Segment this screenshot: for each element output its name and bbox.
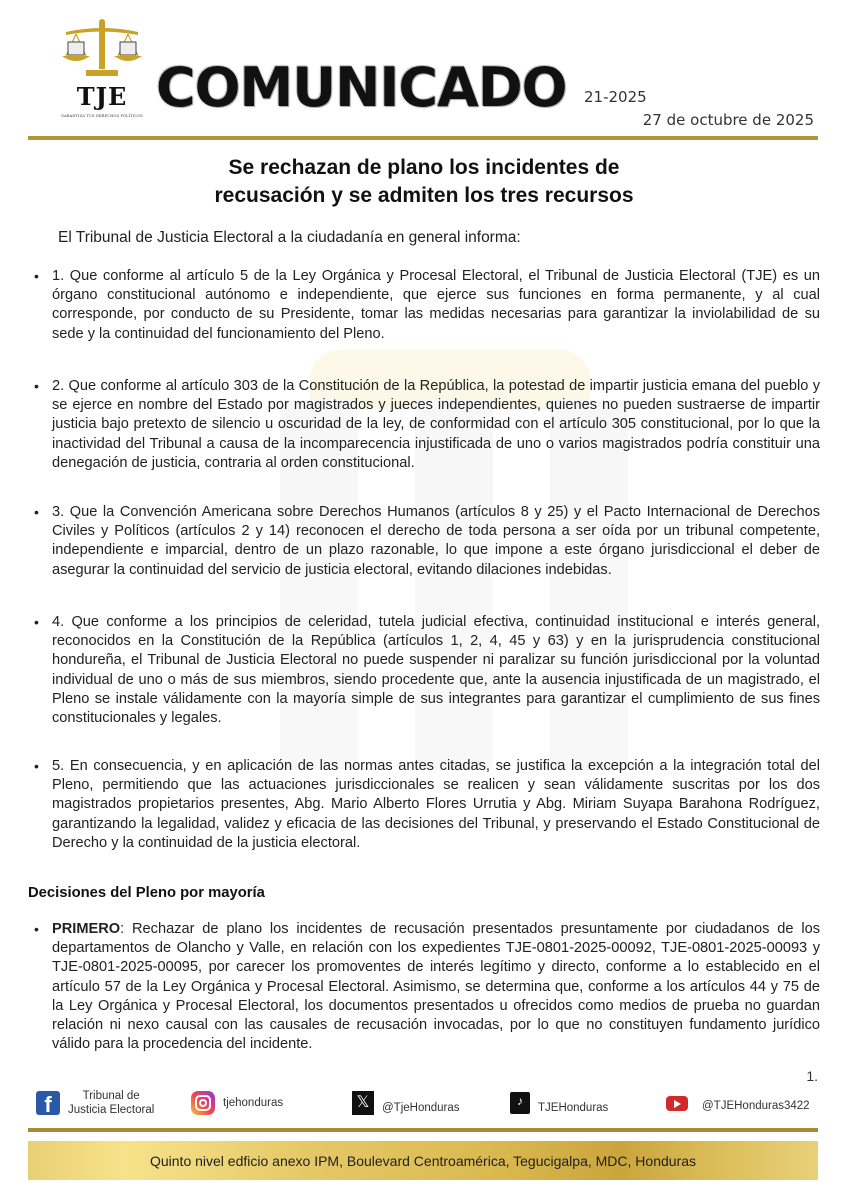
- instagram-label: tjehonduras: [223, 1097, 284, 1109]
- document-title: COMUNICADO: [156, 56, 567, 119]
- youtube-label: @TJEHonduras3422: [702, 1100, 810, 1112]
- consideration-text: 1. Que conforme al artículo 5 de la Ley Orgánica y Procesal Electoral, el Tribunal de Justicia Electoral (TJE) es un órgano constitucional autónomo e independiente, que ejerce sus funciones en forma permanente, y al cual corresponde, por conducto de su Presidente, tomar las medidas necesarias para garantizar la inviolabilidad de su sede y la continuidad del funcionamiento del Pleno.: [52, 268, 820, 342]
- header-divider: [28, 136, 818, 140]
- headline: [0, 154, 848, 210]
- bullet-icon: •: [34, 614, 39, 630]
- consideration-item-1: [30, 267, 820, 344]
- page-number: 1.: [806, 1068, 818, 1084]
- decisions-heading: Decisiones del Pleno por mayoría: [28, 885, 265, 901]
- facebook-label-line-2: Justicia Electoral: [68, 1104, 155, 1116]
- x-label: @TjeHonduras: [382, 1102, 460, 1114]
- decision-label: PRIMERO: [52, 921, 121, 937]
- youtube-link[interactable]: [666, 1088, 810, 1118]
- consideration-text: 3. Que la Convención Americana sobre Derechos Humanos (artículos 8 y 25) y el Pacto Internacional de Derechos Civiles y Políticos (artículos 2 y 14) reconocen el derecho de toda persona a ser oída por un tribunal competente, independiente e imparcial, dentro de un plazo razonable, lo que impone a este órgano jurisdiccional el deber de asegurar la continuidad del servicio de justicia electoral, evitando dilaciones indebidas.: [52, 504, 820, 578]
- consideration-text: 2. Que conforme al artículo 303 de la Constitución de la República, la potestad de impartir justicia emana del pueblo y se ejerce en nombre del Estado por magistrados y jueces independientes, quienes no pueden sustraerse de impartir justicia bajo pretexto de silencio u oscuridad de la ley, de conformidad con el artículo 305 constitucional, por lo que la inactividad del Tribunal a causa de la incomparecencia injustificada de uno o varios magistrados podría constituir una denegación de justicia, contraria al orden constitucional.: [52, 378, 820, 471]
- bullet-icon: •: [34, 758, 39, 774]
- logo-tagline: GARANTIZA TUS DERECHOS POLÍTICOS: [61, 114, 143, 118]
- address-banner: [28, 1141, 818, 1180]
- communique-number: 21-2025: [584, 88, 647, 106]
- bullet-icon: •: [34, 921, 39, 937]
- tje-logo: [56, 18, 148, 122]
- instagram-icon: [191, 1091, 215, 1115]
- facebook-label-line-1: Tribunal de: [82, 1090, 140, 1102]
- consideration-item-4: [30, 613, 820, 728]
- consideration-item-3: [30, 503, 820, 580]
- bullet-icon: •: [34, 504, 39, 520]
- scales-of-justice-icon: [56, 18, 148, 82]
- consideration-text: 4. Que conforme a los principios de celeridad, tutela judicial efectiva, continuidad institucional e interés general, reconocidos en la Constitución de la República (artículos 1, 2, 4, 45 y 63) y en la jurisprudencia constitucional hondureña, el Tribunal de Justicia Electoral no puede suspender ni paralizar su función jurisdiccional por la voluntad individual de uno o más de sus miembros, siendo procedente que, ante la ausencia injustificada de un magistrado, el Pleno se instale válidamente con la mayoría simple de sus integrantes para garantizar el cumplimiento de sus fines constitucionales y legales.: [52, 614, 820, 727]
- facebook-icon: f: [36, 1091, 60, 1115]
- consideration-item-5: [30, 757, 820, 853]
- tiktok-icon: ♪: [510, 1092, 530, 1114]
- footer-divider: [28, 1128, 818, 1132]
- address-text: Quinto nivel edficio anexo IPM, Boulevard Centroamérica, Tegucigalpa, MDC, Honduras: [149, 1152, 697, 1169]
- decision-item-1: [30, 920, 820, 1054]
- x-link[interactable]: [352, 1088, 460, 1118]
- bullet-icon: •: [34, 378, 39, 394]
- intro-text: El Tribunal de Justicia Electoral a la ciudadanía en general informa:: [58, 229, 521, 246]
- youtube-icon: [666, 1096, 688, 1111]
- tiktok-label: TJEHonduras: [538, 1102, 609, 1114]
- communique-date: 27 de octubre de 2025: [642, 111, 814, 129]
- consideration-item-2: [30, 377, 820, 473]
- headline-line-1: Se rechazan de plano los incidentes de: [228, 156, 620, 179]
- bullet-icon: •: [34, 268, 39, 284]
- tiktok-link[interactable]: [510, 1088, 608, 1118]
- instagram-link[interactable]: [191, 1088, 283, 1118]
- facebook-link[interactable]: [36, 1088, 154, 1118]
- x-icon: 𝕏: [352, 1091, 374, 1115]
- headline-line-2: recusación y se admiten los tres recursos: [214, 184, 634, 207]
- decision-text: : Rechazar de plano los incidentes de recusación presentados presuntamente por ciudadanos de los departamentos de Olancho y Valle, en relación con los expedientes TJE-0801-2025-00092, TJE-0801-2025-00093 y TJE-0801-2025-00095, por carecer los promoventes de interés legítimo y directo, conforme a lo establecido en el artículo 57 de la Ley Orgánica y Procesal Electoral. Asimismo, se determina que, conforme a los artículos 44 y 75 de la Ley Orgánica y Procesal Electoral, los documentos presentados u ofrecidos como medios de prueba no guardan relación ni nexo causal con las causales de recusación invocadas, por lo que no constituyen fundamento jurídico válido para la procedencia del incidente.: [52, 921, 820, 1053]
- consideration-text: 5. En consecuencia, y en aplicación de las normas antes citadas, se justifica la excepción a la integración total del Pleno, permitiendo que las actuaciones jurisdiccionales se realicen y sean válidamente suscritas por los dos magistrados propietarios presentes, Abg. Mario Alberto Flores Urrutia y Abg. Miriam Suyapa Barahona Rodríguez, garantizando la legalidad, validez y eficacia de las decisiones del Tribunal, y preservando el Estado Constitucional de Derecho y la continuidad de la justicia electoral.: [52, 758, 820, 851]
- logo-text: TJE: [76, 82, 128, 111]
